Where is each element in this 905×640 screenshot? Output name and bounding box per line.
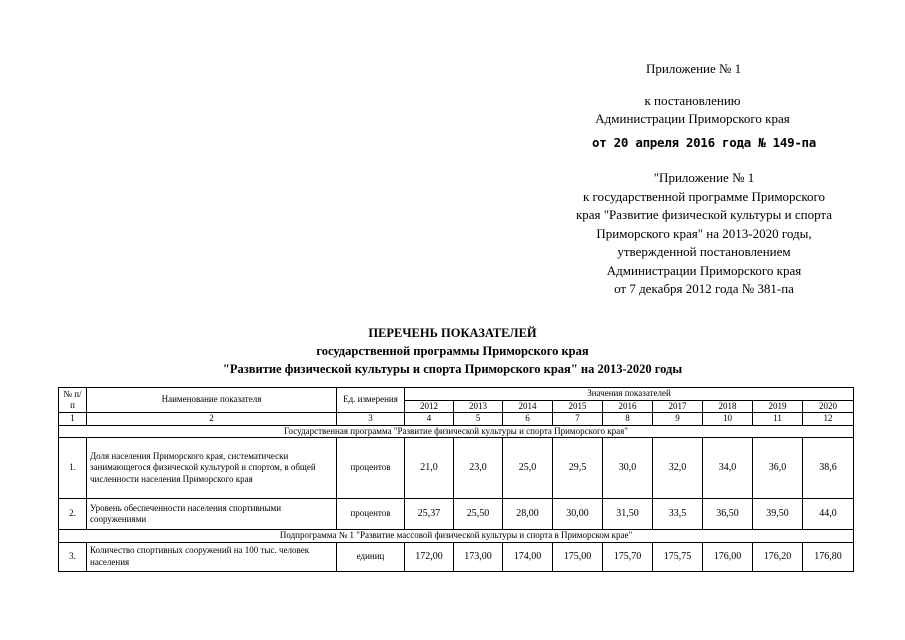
header-year: 2019 (753, 400, 803, 413)
row-value: 172,00 (405, 542, 454, 571)
row-value: 34,0 (703, 438, 753, 499)
row-value: 21,0 (405, 438, 454, 499)
annex-resolution-line2: Администрации Приморского края (595, 111, 790, 126)
annex-program-line: утвержденной постановлением (617, 244, 791, 259)
document-title (0, 324, 905, 378)
row-value: 174,00 (503, 542, 553, 571)
section-subprogram-1: Подпрограмма № 1 "Развитие массовой физической культуры и спорта в Приморском крае" (59, 530, 854, 543)
annex-program-line: Администрации Приморского края (606, 262, 802, 278)
header-year: 2017 (653, 400, 703, 413)
header-number: № п/п (59, 388, 87, 413)
row-indicator-name: Количество спортивных сооружений на 100 тыс. человек населения (87, 542, 337, 571)
annex-program-reference (548, 169, 860, 299)
annex-program-line: от 7 декабря 2012 года № 381-па (614, 281, 794, 296)
header-year: 2014 (503, 400, 553, 413)
row-value: 32,0 (653, 438, 703, 499)
row-value: 173,00 (454, 542, 503, 571)
row-value: 28,00 (503, 499, 553, 530)
row-number: 2. (59, 499, 87, 530)
row-indicator-name: Доля населения Приморского края, систематически занимающегося физической культурой и спортом, в общей численности населения Приморского края (87, 438, 337, 499)
column-number: 11 (753, 413, 803, 426)
indicators-table (58, 387, 854, 572)
row-value: 25,37 (405, 499, 454, 530)
column-number: 7 (553, 413, 603, 426)
title-line1: ПЕРЕЧЕНЬ ПОКАЗАТЕЛЕЙ (368, 326, 537, 340)
row-value: 29,5 (553, 438, 603, 499)
column-number: 9 (653, 413, 703, 426)
row-value: 25,0 (503, 438, 553, 499)
row-value: 25,50 (454, 499, 503, 530)
row-value: 175,00 (553, 542, 603, 571)
row-value: 36,0 (753, 438, 803, 499)
column-number: 4 (405, 413, 454, 426)
row-value: 176,80 (803, 542, 854, 571)
column-number: 6 (503, 413, 553, 426)
column-number: 10 (703, 413, 753, 426)
column-number: 12 (803, 413, 854, 426)
column-number: 5 (454, 413, 503, 426)
row-value: 176,20 (753, 542, 803, 571)
header-year: 2020 (803, 400, 854, 413)
row-value: 33,5 (653, 499, 703, 530)
row-value: 36,50 (703, 499, 753, 530)
title-line3: "Развитие физической культуры и спорта Приморского края" на 2013-2020 годы (222, 362, 683, 376)
row-value: 175,75 (653, 542, 703, 571)
column-number: 2 (87, 413, 337, 426)
row-number: 3. (59, 542, 87, 571)
annex-program-line: Приморского края" на 2013-2020 годы, (596, 225, 812, 241)
annex-program-line: края "Развитие физической культуры и спорта (575, 207, 833, 222)
section-state-program: Государственная программа "Развитие физической культуры и спорта Приморского края" (59, 425, 854, 438)
row-value: 23,0 (454, 438, 503, 499)
row-value: 175,70 (603, 542, 653, 571)
table-row (59, 542, 854, 571)
row-unit: процентов (337, 438, 405, 499)
row-value: 30,00 (553, 499, 603, 530)
header-values: Значения показателей (405, 388, 854, 401)
annex-resolution-date: от 20 апреля 2016 года № 149-па (592, 135, 816, 150)
annex-program-line: "Приложение № 1 (653, 170, 755, 185)
row-value: 39,50 (753, 499, 803, 530)
row-unit: процентов (337, 499, 405, 530)
header-indicator-name: Наименование показателя (87, 388, 337, 413)
annex-program-line: к государственной программе Приморского (582, 188, 825, 204)
row-value: 30,0 (603, 438, 653, 499)
row-indicator-name: Уровень обеспеченности населения спортивными сооружениями (87, 499, 337, 530)
row-value: 44,0 (803, 499, 854, 530)
header-year: 2013 (454, 400, 503, 413)
title-line2: государственной программы Приморского края (316, 344, 589, 358)
table-row (59, 438, 854, 499)
row-unit: единиц (337, 542, 405, 571)
row-value: 176,00 (703, 542, 753, 571)
header-year: 2018 (703, 400, 753, 413)
row-value: 31,50 (603, 499, 653, 530)
row-value: 38,6 (803, 438, 854, 499)
table-row (59, 499, 854, 530)
annex-title: Приложение № 1 (646, 61, 742, 76)
header-year: 2012 (405, 400, 454, 413)
header-year: 2015 (553, 400, 603, 413)
column-number: 8 (603, 413, 653, 426)
header-unit: Ед. измерения (337, 388, 405, 413)
annex-resolution-line1: к постановлению (644, 93, 741, 108)
row-number: 1. (59, 438, 87, 499)
header-year: 2016 (603, 400, 653, 413)
column-number: 3 (337, 413, 405, 426)
column-number: 1 (59, 413, 87, 426)
